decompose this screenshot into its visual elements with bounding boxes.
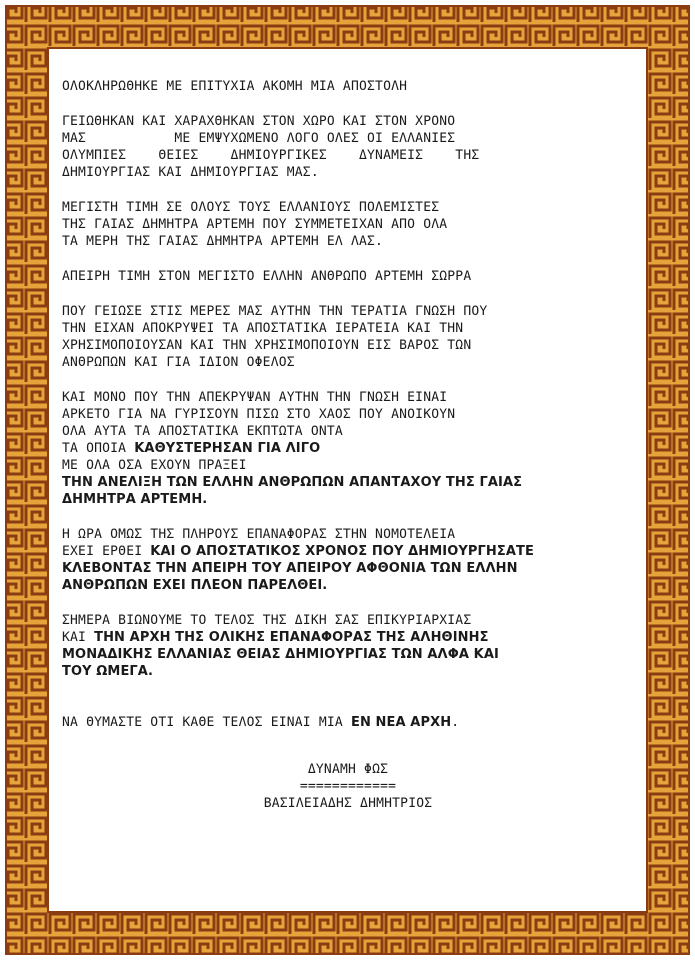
text-bold: ΚΑΙ Ο ΑΠΟΣΤΑΤΙΚΟΣ ΧΡΟΝΟΣ ΠΟΥ ΔΗΜΙΟΥΡΓΗΣΑΤΕ: [150, 544, 534, 559]
text-bold: ΕΝ ΝΕΑ ΑΡΧΗ: [350, 715, 452, 730]
signature-block: [62, 761, 634, 812]
bold-line: ΑΝΘΡΩΠΩΝ ΕΧΕΙ ΠΛΕΟΝ ΠΑΡΕΛΘΕΙ.: [62, 578, 328, 593]
text-line: ΤΑ ΜΕΡΗ ΤΗΣ ΓΑΙΑΣ ΔΗΜΗΤΡΑ ΑΡΤΕΜΗ ΕΛ ΛΑΣ.: [62, 234, 384, 249]
paragraph-6: [62, 526, 634, 594]
text-line: ΔΗΜΙΟΥΡΓΙΑΣ ΚΑΙ ΔΗΜΙΟΥΡΓΙΑΣ ΜΑΣ.: [62, 165, 319, 180]
text-line: ΤΗΝ ΕΙΧΑΝ ΑΠΟΚΡΥΨΕΙ ΤΑ ΑΠΟΣΤΑΤΙΚΑ ΙΕΡΑΤΕΙΑ ΚΑΙ ΤΗΝ: [62, 321, 464, 336]
text-line: ΤΗΣ ΓΑΙΑΣ ΔΗΜΗΤΡΑ ΑΡΤΕΜΗ ΠΟΥ ΣΥΜΜΕΤΕΙΧΑΝ ΑΠΟ ΟΛΑ: [62, 217, 448, 232]
text-line: ΑΡΚΕΤΟ ΓΙΑ ΝΑ ΓΥΡΙΣΟΥΝ ΠΙΣΩ ΣΤΟ ΧΑΟΣ ΠΟΥ ΑΝΟΙΚΟΥΝ: [62, 407, 456, 422]
text-line: ΜΕΓΙΣΤΗ ΤΙΜΗ ΣΕ ΟΛΟΥΣ ΤΟΥΣ ΕΛΛΑΝΙΟΥΣ ΠΟΛΕΜΙΣΤΕΣ: [62, 200, 440, 215]
text-line: ΧΡΗΣΙΜΟΠΟΙΟΥΣΑΝ ΚΑΙ ΤΗΝ ΧΡΗΣΙΜΟΠΟΙΟΥΝ ΕΙΣ ΒΑΡΟΣ ΤΩΝ: [62, 338, 472, 353]
text-line: [62, 543, 634, 560]
letter-title: [62, 78, 634, 95]
text-plain: ΤΑ ΟΠΟΙΑ: [62, 441, 135, 456]
text-line: ΑΝΘΡΩΠΩΝ ΚΑΙ ΓΙΑ ΙΔΙΟΝ ΟΦΕΛΟΣ: [62, 355, 295, 370]
bold-line: ΤΟΥ ΩΜΕΓΑ.: [62, 664, 154, 679]
paragraph-2: [62, 199, 634, 250]
paragraph-5: [62, 389, 634, 508]
text-line: ΠΟΥ ΓΕΙΩΣΕ ΣΤΙΣ ΜΕΡΕΣ ΜΑΣ ΑΥΤΗΝ ΤΗΝ ΤΕΡΑΤΙΑ ΓΝΩΣΗ ΠΟΥ: [62, 304, 488, 319]
text-line: ΜΕ ΟΛΑ ΟΣΑ ΕΧΟΥΝ ΠΡΑΞΕΙ: [62, 458, 247, 473]
text-line: [62, 714, 634, 731]
bold-line: ΤΗΝ ΑΝΕΛΙΞΗ ΤΩΝ ΕΛΛΗΝ ΑΝΘΡΩΠΩΝ ΑΠΑΝΤΑΧΟΥ ΤΗΣ ΓΑΙΑΣ: [62, 475, 523, 490]
text-line: Η ΩΡΑ ΟΜΩΣ ΤΗΣ ΠΛΗΡΟΥΣ ΕΠΑΝΑΦΟΡΑΣ ΣΤΗΝ ΝΟΜΟΤΕΛΕΙΑ: [62, 527, 456, 542]
text-plain: ΕΧΕΙ ΕΡΘΕΙ: [62, 544, 151, 559]
bold-line: ΜΟΝΑΔΙΚΗΣ ΕΛΛΑΝΙΑΣ ΘΕΙΑΣ ΔΗΜΙΟΥΡΓΙΑΣ ΤΩΝ ΑΛΦΑ ΚΑΙ: [62, 647, 499, 662]
text-line: ΟΛΥΜΠΙΕΣ ΘΕΙΕΣ ΔΗΜΙΟΥΡΓΙΚΕΣ ΔΥΝΑΜΕΙΣ ΤΗΣ: [62, 148, 480, 163]
text-line: [62, 440, 634, 457]
paragraph-3: [62, 268, 634, 285]
text-bold: ΚΑΘΥΣΤΕΡΗΣΑΝ ΓΙΑ ΛΙΓΟ: [134, 441, 321, 456]
text-plain: ΚΑΙ: [62, 630, 95, 645]
bold-line: ΚΛΕΒΟΝΤΑΣ ΤΗΝ ΑΠΕΙΡΗ ΤΟΥ ΑΠΕΙΡΟΥ ΑΦΘΟΝΙΑ ΤΩΝ ΕΛΛΗΝ: [62, 561, 518, 576]
paragraph-4: [62, 303, 634, 371]
bold-line: ΔΗΜΗΤΡΑ ΑΡΤΕΜΗ.: [62, 492, 208, 507]
text-line: ΜΑΣ ΜΕ ΕΜΨΥΧΩΜΕΝΟ ΛΟΓΟ ΟΛΕΣ ΟΙ ΕΛΛΑΝΙΕΣ: [62, 131, 456, 146]
text-line: ΚΑΙ ΜΟΝΟ ΠΟΥ ΤΗΝ ΑΠΕΚΡΥΨΑΝ ΑΥΤΗΝ ΤΗΝ ΓΝΩΣΗ ΕΙΝΑΙ: [62, 390, 448, 405]
text-line: [62, 629, 634, 646]
title-line: ΟΛΟΚΛΗΡΩΘΗΚΕ ΜΕ ΕΠΙΤΥΧΙΑ ΑΚΟΜΗ ΜΙΑ ΑΠΟΣΤΟΛΗ: [62, 79, 408, 94]
paragraph-8: [62, 714, 634, 731]
text-line: ΑΠΕΙΡΗ ΤΙΜΗ ΣΤΟΝ ΜΕΓΙΣΤΟ ΕΛΛΗΝ ΑΝΘΡΩΠΟ ΑΡΤΕΜΗ ΣΩΡΡΑ: [62, 269, 472, 284]
text-line: ΓΕΙΩΘΗΚΑΝ ΚΑΙ ΧΑΡΑΧΘΗΚΑΝ ΣΤΟΝ ΧΩΡΟ ΚΑΙ ΣΤΟΝ ΧΡΟΝΟ: [62, 114, 456, 129]
text-line: ΣΗΜΕΡΑ ΒΙΩΝΟΥΜΕ ΤΟ ΤΕΛΟΣ ΤΗΣ ΔΙΚΗ ΣΑΣ ΕΠΙΚΥΡΙΑΡΧΙΑΣ: [62, 613, 472, 628]
signature-motto: ΔΥΝΑΜΗ ΦΩΣ: [307, 762, 389, 777]
text-plain: .: [451, 715, 460, 730]
text-line: ΟΛΑ ΑΥΤΑ ΤΑ ΑΠΟΣΤΑΤΙΚΑ ΕΚΠΤΩΤΑ ΟΝΤΑ: [62, 424, 343, 439]
text-plain: ΝΑ ΘΥΜΑΣΤΕ ΟΤΙ ΚΑΘΕ ΤΕΛΟΣ ΕΙΝΑΙ ΜΙΑ: [62, 715, 351, 730]
paragraph-1: [62, 113, 634, 181]
signature-separator: ============: [299, 779, 397, 794]
paragraph-7: [62, 612, 634, 680]
text-bold: ΤΗΝ ΑΡΧΗ ΤΗΣ ΟΛΙΚΗΣ ΕΠΑΝΑΦΟΡΑΣ ΤΗΣ ΑΛΗΘΙΝΗΣ: [94, 630, 489, 645]
letter-body: [62, 78, 634, 812]
signature-name: ΒΑΣΙΛΕΙΑΔΗΣ ΔΗΜΗΤΡΙΟΣ: [263, 796, 433, 811]
